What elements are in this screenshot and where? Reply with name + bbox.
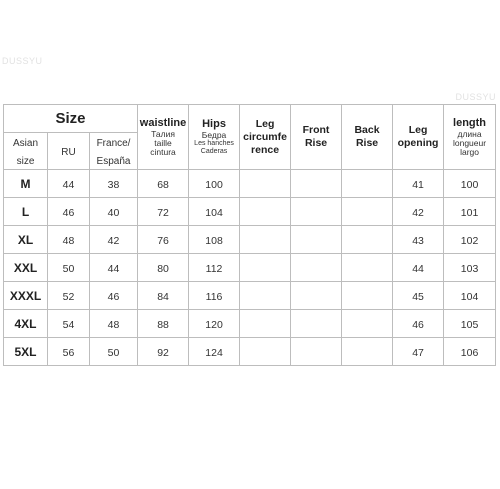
- back-rise-cell: [342, 310, 393, 338]
- table-row: [4, 254, 496, 282]
- back-rise-cell: [342, 170, 393, 198]
- waistline-value: 72: [157, 206, 169, 219]
- waistline-label: waistline: [139, 117, 187, 129]
- leg-circumference-label: Leg circumfe rence: [243, 117, 287, 156]
- leg-opening-cell: [393, 282, 444, 310]
- hips-cell: [189, 226, 240, 254]
- waistline-cell: [138, 226, 189, 254]
- size-title: Size: [55, 109, 86, 127]
- ru-value: 54: [62, 318, 75, 331]
- leg-opening-cell: [393, 198, 444, 226]
- leg-opening-cell: [393, 254, 444, 282]
- waistline-value: 84: [157, 290, 169, 303]
- leg-opening-header: [393, 105, 444, 170]
- hips-cell: [189, 282, 240, 310]
- length-value: 101: [460, 206, 479, 219]
- size-cell: [4, 198, 48, 226]
- waistline-cell: [138, 338, 189, 366]
- back-rise-cell: [342, 282, 393, 310]
- leg-opening-value: 42: [412, 206, 424, 219]
- ru-cell: [48, 338, 90, 366]
- hips-cell: [189, 310, 240, 338]
- back-rise-cell: [342, 198, 393, 226]
- size-cell: [4, 310, 48, 338]
- front-rise-cell: [291, 170, 342, 198]
- size-cell: [4, 226, 48, 254]
- length-value: 104: [460, 290, 479, 303]
- ru-value: 56: [62, 346, 75, 359]
- france-espana-cell: [90, 282, 138, 310]
- waistline-ru-label: Талия: [151, 129, 175, 139]
- hips-header: [189, 105, 240, 170]
- ru-value: 48: [62, 234, 75, 247]
- length-cell: [444, 338, 496, 366]
- waistline-cell: [138, 198, 189, 226]
- size-cell: [4, 170, 48, 198]
- length-cell: [444, 226, 496, 254]
- length-cell: [444, 282, 496, 310]
- length-label: length: [453, 117, 487, 129]
- hips-value: 112: [205, 262, 223, 275]
- ru-cell: [48, 254, 90, 282]
- leg-opening-value: 45: [412, 290, 424, 303]
- france-espana-value: 42: [107, 234, 120, 247]
- hips-cell: [189, 254, 240, 282]
- leg-opening-value: 43: [412, 234, 424, 247]
- front-rise-header: [291, 105, 342, 170]
- waistline-value: 68: [157, 178, 169, 191]
- front-rise-cell: [291, 310, 342, 338]
- hips-cell: [189, 170, 240, 198]
- front-rise-label: Front Rise: [302, 124, 330, 149]
- france-espana-value: 40: [107, 206, 120, 219]
- waistline-es-label: cintura: [150, 147, 176, 157]
- france-espana-value: 46: [107, 290, 120, 303]
- leg-opening-cell: [393, 226, 444, 254]
- leg-opening-value: 41: [412, 178, 424, 191]
- leg-circumference-cell: [240, 338, 291, 366]
- asian-size-header: [4, 133, 48, 170]
- length-value: 105: [460, 318, 479, 331]
- leg-opening-label: Leg opening: [397, 124, 439, 149]
- hips-es-label: Caderas: [200, 148, 228, 155]
- waistline-cell: [138, 254, 189, 282]
- ru-value: 52: [62, 290, 75, 303]
- leg-circumference-cell: [240, 226, 291, 254]
- table-row: [4, 282, 496, 310]
- size-value: XXL: [13, 260, 38, 275]
- ru-value: 44: [62, 178, 75, 191]
- table-row: [4, 170, 496, 198]
- ru-cell: [48, 310, 90, 338]
- ru-cell: [48, 198, 90, 226]
- hips-cell: [189, 198, 240, 226]
- waistline-value: 88: [157, 318, 169, 331]
- waistline-fr-label: taille: [154, 138, 172, 148]
- leg-opening-cell: [393, 338, 444, 366]
- length-cell: [444, 198, 496, 226]
- leg-opening-cell: [393, 170, 444, 198]
- back-rise-label: Back Rise: [354, 124, 380, 149]
- hips-value: 120: [205, 318, 223, 331]
- waistline-value: 92: [157, 346, 169, 359]
- length-cell: [444, 254, 496, 282]
- size-value: L: [21, 204, 30, 219]
- size-chart-table: [3, 104, 496, 366]
- france-espana-cell: [90, 170, 138, 198]
- length-ru-label: длина: [457, 129, 482, 139]
- length-es-label: largo: [460, 147, 479, 157]
- waistline-cell: [138, 282, 189, 310]
- leg-circumference-cell: [240, 198, 291, 226]
- size-cell: [4, 338, 48, 366]
- length-value: 102: [460, 234, 479, 247]
- front-rise-cell: [291, 338, 342, 366]
- hips-value: 124: [205, 346, 223, 359]
- length-value: 106: [460, 346, 479, 359]
- hips-value: 116: [205, 290, 223, 303]
- table-row: [4, 198, 496, 226]
- france-espana-cell: [90, 198, 138, 226]
- france-espana-value: 50: [107, 346, 120, 359]
- back-rise-cell: [342, 254, 393, 282]
- leg-opening-value: 44: [412, 262, 424, 275]
- size-value: XXXL: [9, 288, 42, 303]
- asian-size-label: Asian size: [12, 138, 38, 167]
- hips-label: Hips: [202, 118, 226, 130]
- leg-opening-value: 47: [412, 346, 424, 359]
- france-espana-label: France/ España: [96, 138, 131, 167]
- leg-circumference-cell: [240, 170, 291, 198]
- size-cell: [4, 282, 48, 310]
- france-espana-cell: [90, 254, 138, 282]
- france-espana-value: 44: [107, 262, 120, 275]
- france-espana-cell: [90, 338, 138, 366]
- ru-value: 46: [62, 206, 75, 219]
- hips-fr-label: Les hanches: [194, 140, 234, 147]
- waistline-value: 76: [157, 234, 169, 247]
- ru-cell: [48, 226, 90, 254]
- front-rise-cell: [291, 198, 342, 226]
- ru-cell: [48, 170, 90, 198]
- length-header: [444, 105, 496, 170]
- length-value: 100: [460, 178, 479, 191]
- ru-value: 50: [62, 262, 75, 275]
- front-rise-cell: [291, 226, 342, 254]
- ru-label: RU: [61, 147, 76, 158]
- leg-circumference-cell: [240, 310, 291, 338]
- france-espana-header: [90, 133, 138, 170]
- length-fr-label: longueur: [452, 138, 487, 148]
- front-rise-cell: [291, 254, 342, 282]
- hips-value: 104: [205, 206, 223, 219]
- hips-value: 108: [205, 234, 223, 247]
- size-header: [4, 105, 138, 133]
- waistline-header: [138, 105, 189, 170]
- size-value: XL: [17, 232, 34, 247]
- hips-cell: [189, 338, 240, 366]
- waistline-value: 80: [157, 262, 169, 275]
- size-value: 4XL: [14, 316, 37, 331]
- hips-ru-label: Бедра: [201, 130, 227, 140]
- france-espana-value: 38: [107, 178, 120, 191]
- ru-header: [48, 133, 90, 170]
- table-row: [4, 310, 496, 338]
- length-value: 103: [460, 262, 479, 275]
- header-row-1: [4, 105, 496, 133]
- size-cell: [4, 254, 48, 282]
- length-cell: [444, 310, 496, 338]
- waistline-cell: [138, 310, 189, 338]
- back-rise-header: [342, 105, 393, 170]
- watermark-left: DUSSYU: [2, 56, 43, 66]
- leg-circumference-header: [240, 105, 291, 170]
- table-row: [4, 226, 496, 254]
- leg-opening-cell: [393, 310, 444, 338]
- leg-circumference-cell: [240, 282, 291, 310]
- france-espana-cell: [90, 226, 138, 254]
- size-value: M: [20, 176, 31, 191]
- watermark-right: DUSSYU: [455, 92, 496, 102]
- back-rise-cell: [342, 338, 393, 366]
- leg-opening-value: 46: [412, 318, 424, 331]
- size-value: 5XL: [14, 344, 37, 359]
- hips-value: 100: [205, 178, 223, 191]
- table-row: [4, 338, 496, 366]
- front-rise-cell: [291, 282, 342, 310]
- length-cell: [444, 170, 496, 198]
- ru-cell: [48, 282, 90, 310]
- france-espana-value: 48: [107, 318, 120, 331]
- back-rise-cell: [342, 226, 393, 254]
- leg-circumference-cell: [240, 254, 291, 282]
- france-espana-cell: [90, 310, 138, 338]
- waistline-cell: [138, 170, 189, 198]
